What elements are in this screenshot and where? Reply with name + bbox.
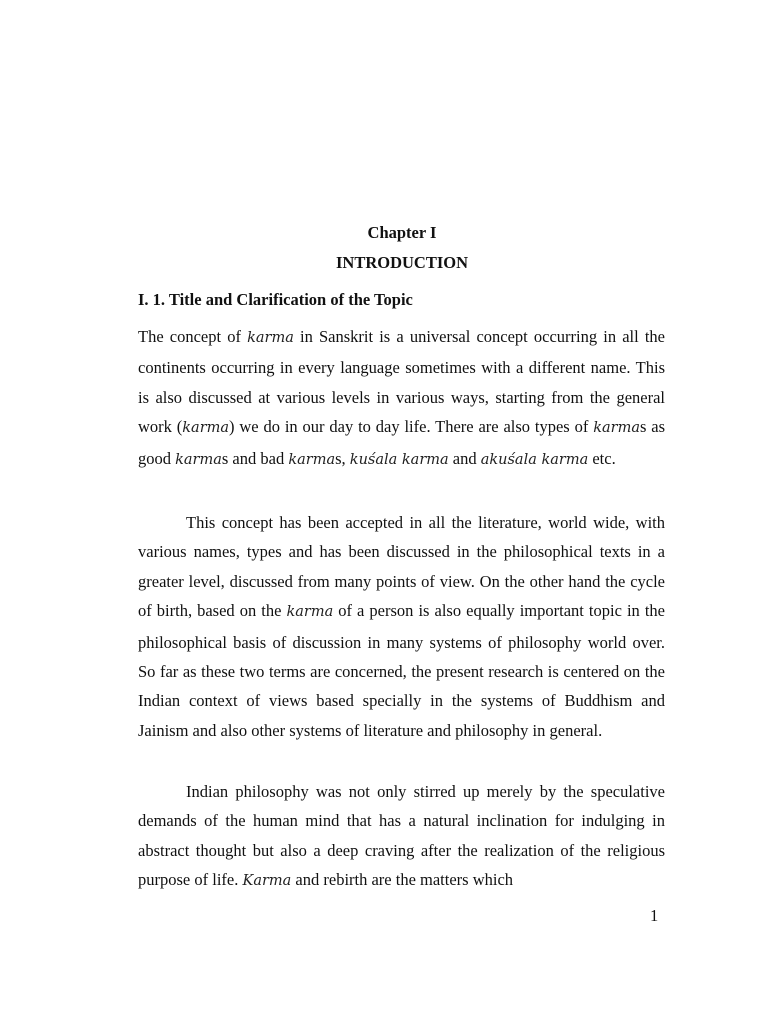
page-number: 1 (650, 906, 659, 925)
paragraph-text: and (448, 448, 481, 468)
sanskrit-term: karma (182, 420, 230, 437)
sanskrit-term: karma (175, 451, 222, 468)
paragraph-text: This concept has been accepted in all the literature, world wide, with various names, types and has been discussed in the philosophical texts in a greater level, discussed from many points of view. On the other hand the cycle of birth, based on the (138, 513, 665, 621)
sanskrit-term: kuśala karma (349, 451, 449, 468)
sanskrit-term: karma (247, 330, 294, 346)
sanskrit-term: karma (593, 420, 640, 437)
sanskrit-term: akuśala karma (480, 451, 589, 468)
paragraph-text: and rebirth are the matters which (291, 870, 514, 890)
paragraph-text: s and bad (221, 448, 289, 468)
chapter-number: Chapter I (367, 223, 437, 242)
body-paragraph (138, 508, 665, 745)
paragraph-text: ) we do in our day to day life. There are also types of (229, 417, 594, 437)
paragraph-text: in Sanskrit is a universal concept occurring in all the continents occurring in every language sometimes with a different name. This is also discussed at various levels in various ways, starting from the general work ( (138, 327, 665, 437)
paragraph-text: The concept of (138, 327, 248, 346)
sanskrit-term: karma (286, 604, 334, 621)
chapter-title: INTRODUCTION (335, 253, 469, 272)
section-heading: I. 1. Title and Clarification of the Topic (138, 290, 413, 309)
paragraph-text: s as good (138, 417, 665, 468)
paragraph-text: of a person is also equally important topic in the philosophical basis of discussion in many systems of philosophy world over. So far as these two terms are concerned, the present research is centered on the Indian context of views based specially in the systems of Buddhism and Jainism and also other systems of literature and philosophy in general. (138, 601, 665, 740)
paragraph-text: s, (335, 448, 350, 468)
paragraph-text: etc. (588, 448, 616, 468)
sanskrit-term: karma (288, 451, 336, 468)
body-paragraph (138, 322, 665, 475)
sanskrit-term: Karma (242, 873, 292, 890)
paragraph-text: Indian philosophy was not only stirred up merely by the speculative demands of the human mind that has a natural inclination for indulging in abstract thought but also a deep craving after the realization of the religious purpose of life. (138, 782, 665, 890)
body-paragraph (138, 777, 665, 897)
